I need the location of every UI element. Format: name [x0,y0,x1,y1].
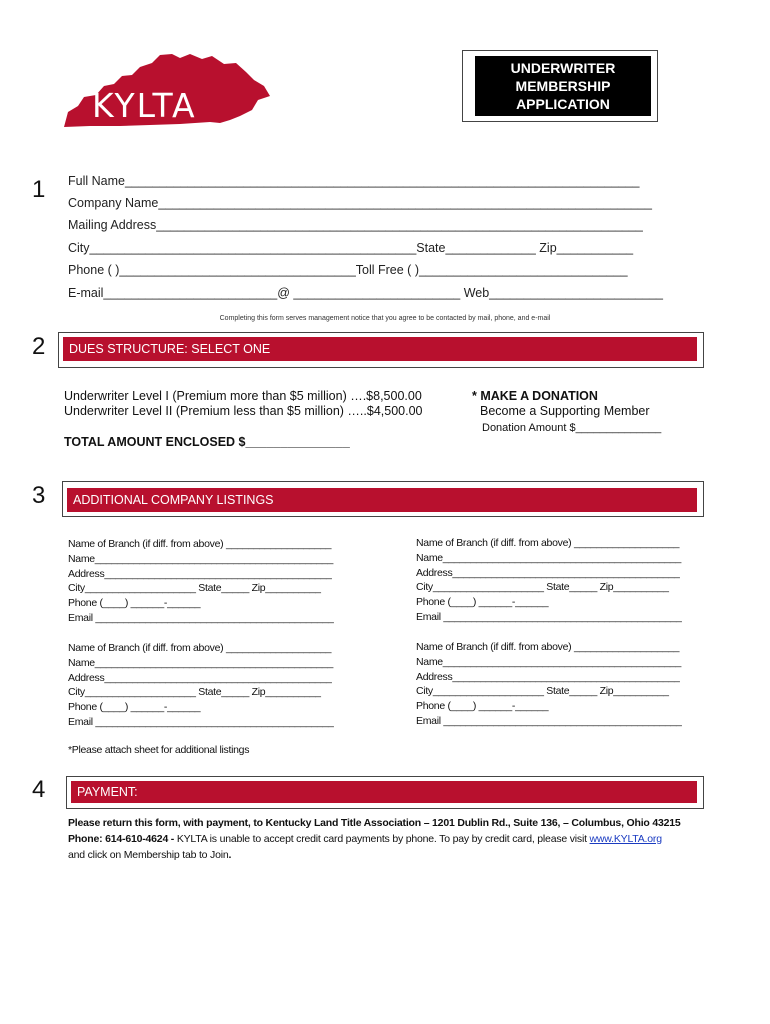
form-title [475,56,651,116]
listing-name-field[interactable]: Name___________________________________________ [68,656,334,669]
listing-email-field[interactable]: Email ___________________________________________ [68,715,334,728]
company-name-field[interactable]: Company Name_______________________________________________________________________ [68,196,652,210]
listing-phone-field[interactable]: Phone (____) ______-______ [68,701,201,714]
title-line: MEMBERSHIP [515,78,611,94]
branch-name-field[interactable]: Name of Branch (if diff. from above) ___________________ [68,642,332,654]
listing-name-field[interactable]: Name___________________________________________ [416,551,682,564]
donation-title: * MAKE A DONATION [472,389,598,403]
listing-address-field[interactable]: Address_________________________________________ [68,567,332,580]
form-title-box [462,50,658,122]
listing-city-state-zip-field[interactable]: City____________________ State_____ Zip__________ [68,686,321,699]
branch-name-field[interactable]: Name of Branch (if diff. from above) ___________________ [68,538,332,550]
title-line: APPLICATION [516,96,610,112]
listing-city-state-zip-field[interactable]: City____________________ State_____ Zip__________ [68,582,321,595]
title-line: UNDERWRITER [510,60,616,76]
listing-email-field[interactable]: Email ___________________________________________ [416,714,682,727]
branch-name-field[interactable]: Name of Branch (if diff. from above) ___________________ [416,641,680,653]
listings-section-box [62,481,704,517]
payment-section-box [66,776,704,809]
payment-join-period: . [228,849,232,861]
section-number-1: 1 [32,176,46,203]
mailing-address-field[interactable]: Mailing Address______________________________________________________________________ [68,218,643,232]
dues-level-1-option[interactable]: Underwriter Level I (Premium more than $5 million) ….$8,500.00 [64,389,422,403]
payment-section-bar: PAYMENT: [71,781,697,803]
listing-address-field[interactable]: Address_________________________________________ [68,671,332,684]
logo-text: KYLTA [92,86,197,125]
listing-email-field[interactable]: Email ___________________________________________ [416,610,682,623]
city-state-zip-field[interactable]: City_______________________________________________State_____________ Zip___________ [68,241,634,255]
listing-address-field[interactable]: Address_________________________________________ [416,670,680,683]
attach-sheet-note: *Please attach sheet for additional listings [68,744,250,756]
email-web-field[interactable]: E-mail_________________________@ ________________________ Web_________________________ [68,286,663,300]
payment-join-note: and click on Membership tab to Join [68,849,229,861]
phone-tollfree-field[interactable]: Phone ( )__________________________________Toll Free ( )______________________________ [68,263,628,277]
branch-listing-4[interactable] [416,640,682,729]
listing-address-field[interactable]: Address_________________________________________ [416,566,680,579]
branch-listing-1[interactable] [68,537,334,626]
payment-card-note: KYLTA is unable to accept credit card payments by phone. To pay by credit card, please visit [174,833,590,845]
donation-subtitle: Become a Supporting Member [480,404,650,418]
contact-notice: Completing this form serves management notice that you agree to be contacted by mail, phone, and e-mail [219,315,551,322]
section-number-3: 3 [32,482,46,509]
payment-address-line: Please return this form, with payment, to Kentucky Land Title Association – 1201 Dublin Rd., Suite 136, – Columbus, Ohio 43215 [68,817,681,829]
section-number-4: 4 [32,776,46,803]
listing-name-field[interactable]: Name___________________________________________ [68,552,334,565]
branch-listing-2[interactable] [416,536,682,625]
listing-phone-field[interactable]: Phone (____) ______-______ [416,700,549,713]
total-amount-field[interactable]: TOTAL AMOUNT ENCLOSED $_______________ [64,435,350,449]
listings-section-bar: ADDITIONAL COMPANY LISTINGS [67,488,697,512]
donation-amount-field[interactable]: Donation Amount $______________ [482,422,662,434]
payment-instructions [68,815,681,863]
dues-level-2-option[interactable]: Underwriter Level II (Premium less than $5 million) …..$4,500.00 [64,404,423,418]
listing-phone-field[interactable]: Phone (____) ______-______ [416,596,549,609]
listing-city-state-zip-field[interactable]: City____________________ State_____ Zip__________ [416,581,669,594]
payment-phone: Phone: 614-610-4624 - [68,833,175,845]
kylta-logo [60,50,275,132]
listing-email-field[interactable]: Email ___________________________________________ [68,611,334,624]
branch-listing-3[interactable] [68,641,334,730]
listing-city-state-zip-field[interactable]: City____________________ State_____ Zip__________ [416,685,669,698]
kylta-website-link[interactable]: www.KYLTA.org [589,833,662,845]
section-number-2: 2 [32,333,46,360]
dues-section-box [58,332,704,368]
dues-section-bar: DUES STRUCTURE: SELECT ONE [63,337,697,361]
listing-name-field[interactable]: Name___________________________________________ [416,655,682,668]
full-name-field[interactable]: Full Name__________________________________________________________________________ [68,174,640,188]
branch-name-field[interactable]: Name of Branch (if diff. from above) ___________________ [416,537,680,549]
listing-phone-field[interactable]: Phone (____) ______-______ [68,597,201,610]
